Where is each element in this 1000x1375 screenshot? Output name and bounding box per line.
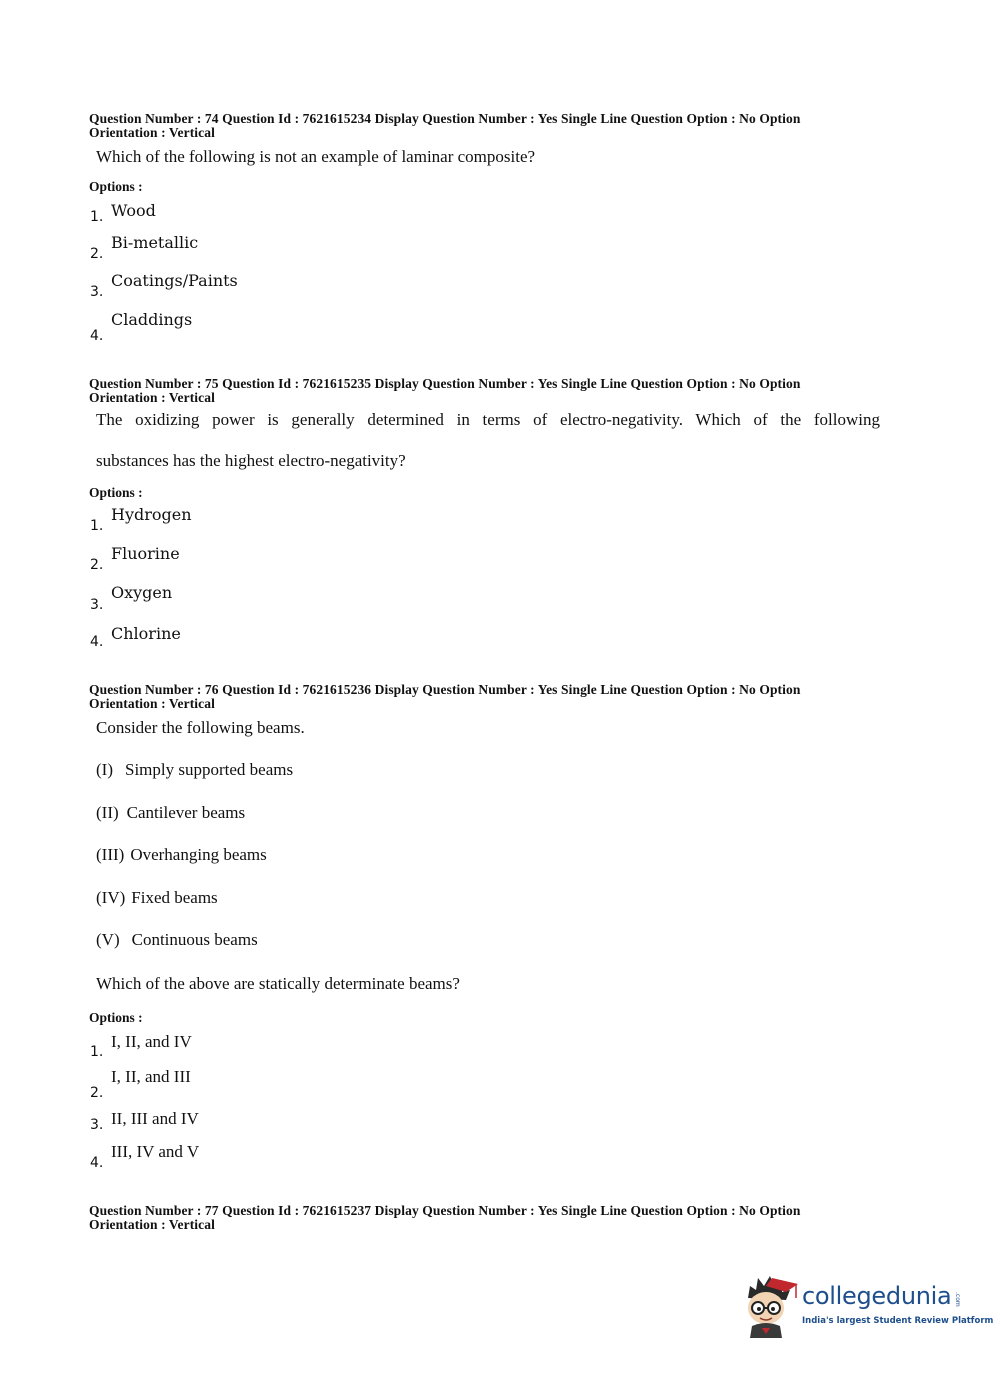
q76-option-1-text: I, II, and IV (111, 1032, 192, 1051)
q74-option-2-num: 2. (90, 246, 104, 262)
q75-meta-line2: Orientation : Vertical (89, 390, 215, 405)
q75-option-3-text: Oxygen (111, 583, 173, 602)
q76-statement-5-num: (V) (96, 930, 120, 949)
q74-question-text: Which of the following is not an example of laminar composite? (96, 147, 536, 166)
q76-meta-line1: Question Number : 76 Question Id : 7621615236 Display Question Number : Yes Single Line Question Option : No Option (89, 682, 801, 697)
collegedunia-logo (742, 1272, 994, 1338)
q76-statement-3-text: Overhanging beams (130, 845, 267, 864)
q76-option-2-num: 2. (90, 1085, 104, 1101)
q75-meta (89, 377, 869, 405)
q76-statement-1 (96, 760, 293, 780)
q75-option-3-num: 3. (90, 597, 104, 613)
q75-options-label: Options : (89, 485, 143, 500)
q76-option-3-num: 3. (90, 1117, 104, 1133)
q74-meta-line2: Orientation : Vertical (89, 125, 215, 140)
q74-option-3-num: 3. (90, 284, 104, 300)
q74-option-1-text: Wood (111, 201, 156, 220)
q74-option-4-num: 4. (90, 328, 104, 344)
q76-statement-1-num: (I) (96, 760, 113, 779)
q76-meta (89, 683, 869, 711)
q76-statement-4-num: (IV) (96, 888, 126, 907)
q76-statement-3-num: (III) (96, 845, 125, 864)
q76-options-label: Options : (89, 1010, 143, 1025)
q77-meta-line2: Orientation : Vertical (89, 1217, 215, 1232)
q74-option-4-text: Claddings (111, 310, 193, 329)
logo-tagline: India's largest Student Review Platform (802, 1316, 994, 1326)
q76-statement-2-text: Cantilever beams (126, 803, 246, 822)
q75-question-text-line2: substances has the highest electro-negativity? (96, 451, 406, 470)
q76-statement-2 (96, 803, 245, 823)
q75-question-text-line1: The oxidizing power is generally determined in terms of electro-negativity. Which of the following (96, 410, 880, 429)
q76-statement-1-text: Simply supported beams (124, 760, 294, 779)
logo-brand: collegedunia (802, 1282, 952, 1310)
q74-options-label: Options : (89, 179, 143, 194)
q76-meta-line2: Orientation : Vertical (89, 696, 215, 711)
q76-statement-5-text: Continuous beams (131, 930, 258, 949)
q76-statement-4 (96, 888, 218, 908)
q74-meta (89, 112, 869, 140)
q76-option-4-num: 4. (90, 1155, 104, 1171)
q75-option-4-num: 4. (90, 634, 104, 650)
q75-option-4-text: Chlorine (111, 624, 181, 643)
q75-option-1-num: 1. (90, 518, 104, 534)
student-mascot-icon (742, 1272, 800, 1338)
q74-option-1-num: 1. (90, 209, 104, 225)
q74-option-2-text: Bi-metallic (111, 233, 199, 252)
logo-dotcom: .com (954, 1292, 961, 1307)
q75-option-2-num: 2. (90, 557, 104, 573)
q77-meta-line1: Question Number : 77 Question Id : 7621615237 Display Question Number : Yes Single Line Question Option : No Option (89, 1203, 801, 1218)
q76-option-3-text: II, III and IV (111, 1109, 199, 1128)
q75-option-1-text: Hydrogen (111, 505, 192, 524)
q77-meta (89, 1204, 869, 1232)
q74-option-3-text: Coatings/Paints (111, 271, 238, 290)
q76-question-text: Which of the above are statically determinate beams? (96, 974, 460, 993)
q76-option-1-num: 1. (90, 1044, 104, 1060)
q76-statement-5 (96, 930, 258, 950)
q76-option-2-text: I, II, and III (111, 1067, 191, 1086)
q75-option-2-text: Fluorine (111, 544, 180, 563)
q76-statement-4-text: Fixed beams (131, 888, 218, 907)
q76-option-4-text: III, IV and V (111, 1142, 200, 1161)
q76-statement-2-num: (II) (96, 803, 119, 822)
q75-meta-line1: Question Number : 75 Question Id : 7621615235 Display Question Number : Yes Single Line Question Option : No Option (89, 376, 801, 391)
q76-intro: Consider the following beams. (96, 718, 305, 737)
q76-statement-3 (96, 845, 267, 865)
q74-meta-line1: Question Number : 74 Question Id : 7621615234 Display Question Number : Yes Single Line Question Option : No Option (89, 111, 801, 126)
